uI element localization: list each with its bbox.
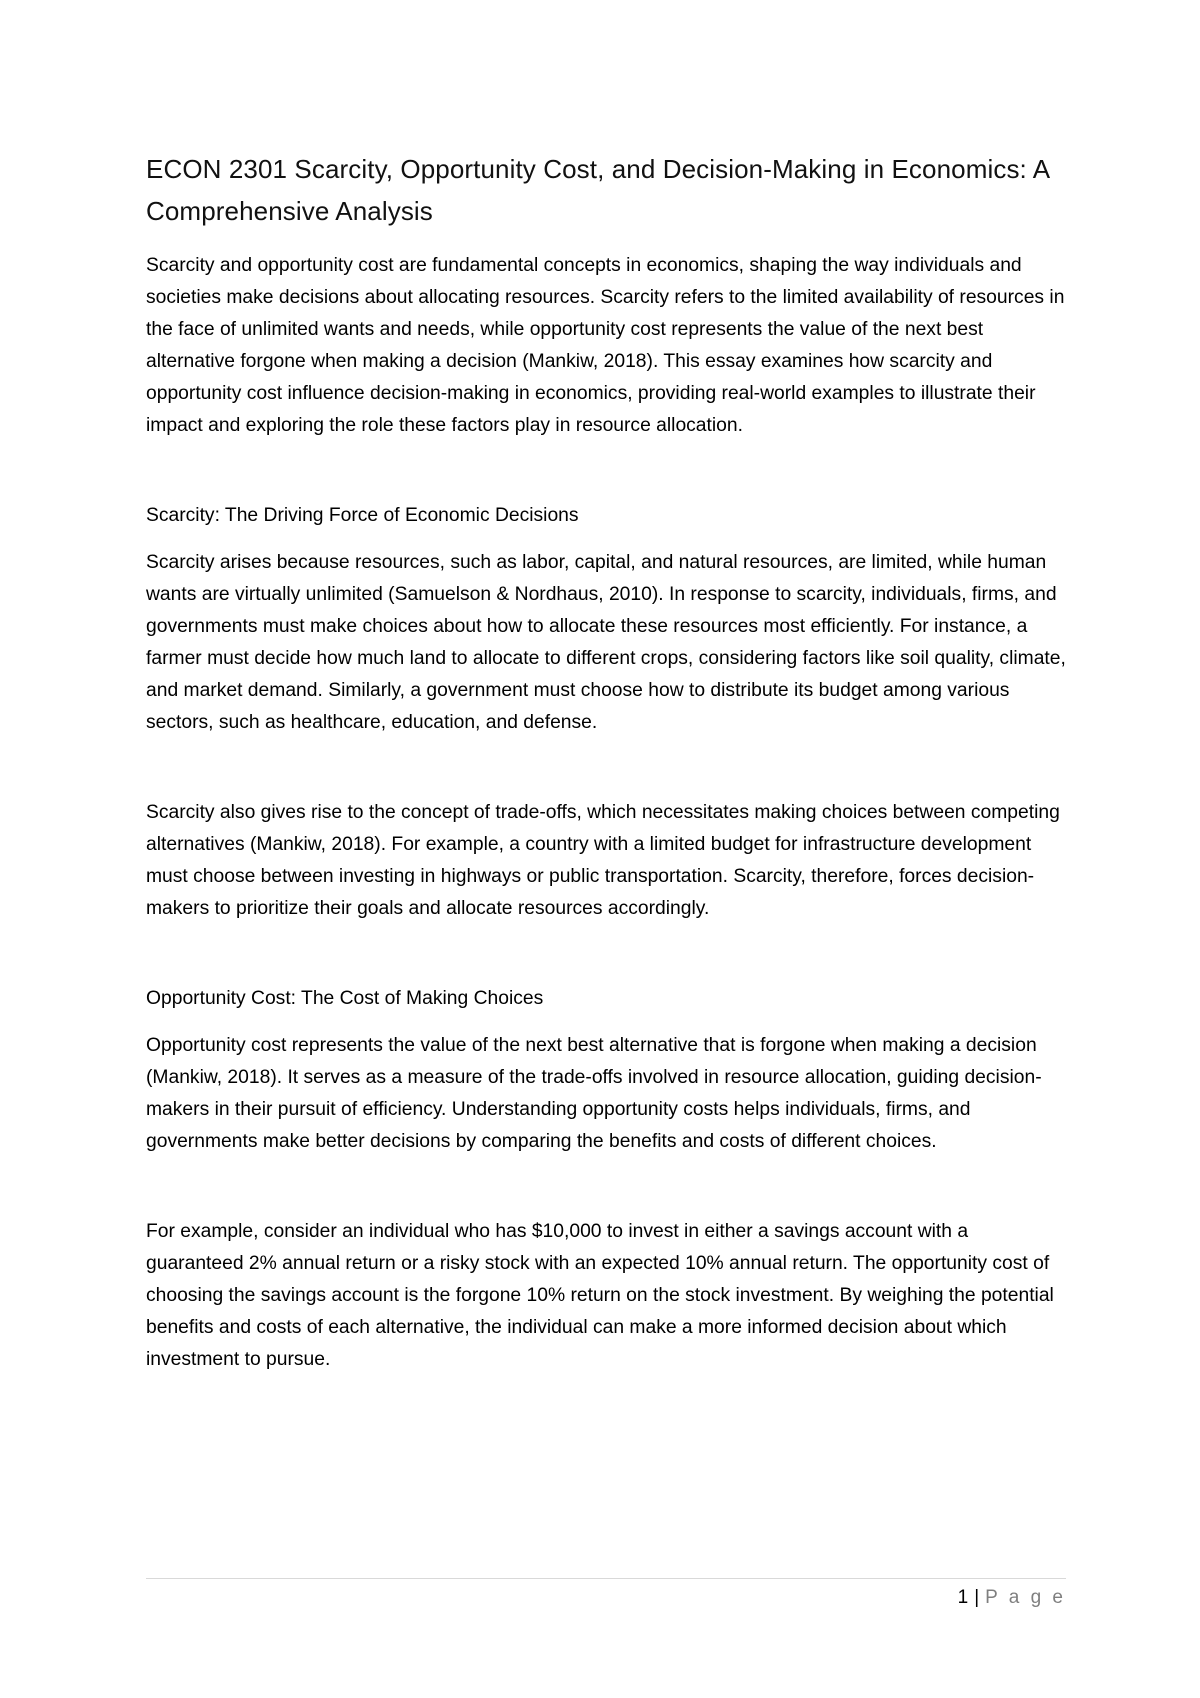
section-heading-scarcity: Scarcity: The Driving Force of Economic Decisions: [146, 505, 579, 526]
document-body: [146, 148, 1066, 1376]
footer-divider: [146, 1578, 1066, 1579]
paragraph-opportunity-cost-2: For example, consider an individual who has $10,000 to invest in either a savings account with a guaranteed 2% annual return or a risky stock with an expected 10% annual return. The opportunity cost of choosing the savings account is the forgone 10% return on the stock investment. By weighing the potential benefits and costs of each alternative, the individual can make a more informed decision about which investment to pursue.: [146, 1221, 1054, 1370]
page-number: 1: [957, 1587, 969, 1608]
document-title: ECON 2301 Scarcity, Opportunity Cost, and Decision-Making in Economics: A Comprehensive Analysis: [146, 154, 1049, 226]
paragraph-scarcity-2: Scarcity also gives rise to the concept of trade-offs, which necessitates making choices between competing alternatives (Mankiw, 2018). For example, a country with a limited budget for infrastructure development must choose between investing in highways or public transportation. Scarcity, therefore, forces decision-makers to prioritize their goals and allocate resources accordingly.: [146, 802, 1060, 919]
footer-separator: |: [974, 1587, 980, 1608]
paragraph-opportunity-cost-1: Opportunity cost represents the value of the next best alternative that is forgone when making a decision (Mankiw, 2018). It serves as a measure of the trade-offs involved in resource allocation, guiding decision-makers in their pursuit of efficiency. Understanding opportunity costs helps individuals, firms, and governments make better decisions by comparing the benefits and costs of different choices.: [146, 1035, 1042, 1152]
page-label: P a g e: [985, 1587, 1066, 1608]
intro-paragraph: Scarcity and opportunity cost are fundamental concepts in economics, shaping the way individuals and societies make decisions about allocating resources. Scarcity refers to the limited availability of resources in the face of unlimited wants and needs, while opportunity cost represents the value of the next best alternative forgone when making a decision (Mankiw, 2018). This essay examines how scarcity and opportunity cost influence decision-making in economics, providing real-world examples to illustrate their impact and exploring the role these factors play in resource allocation.: [146, 255, 1065, 436]
section-heading-opportunity-cost: Opportunity Cost: The Cost of Making Choices: [146, 988, 544, 1009]
paragraph-scarcity-1: Scarcity arises because resources, such as labor, capital, and natural resources, are limited, while human wants are virtually unlimited (Samuelson & Nordhaus, 2010). In response to scarcity, individuals, firms, and governments must make choices about how to allocate these resources most efficiently. For instance, a farmer must decide how much land to allocate to different crops, considering factors like soil quality, climate, and market demand. Similarly, a government must choose how to distribute its budget among various sectors, such as healthcare, education, and defense.: [146, 552, 1066, 733]
page-footer: [958, 1586, 1066, 1610]
